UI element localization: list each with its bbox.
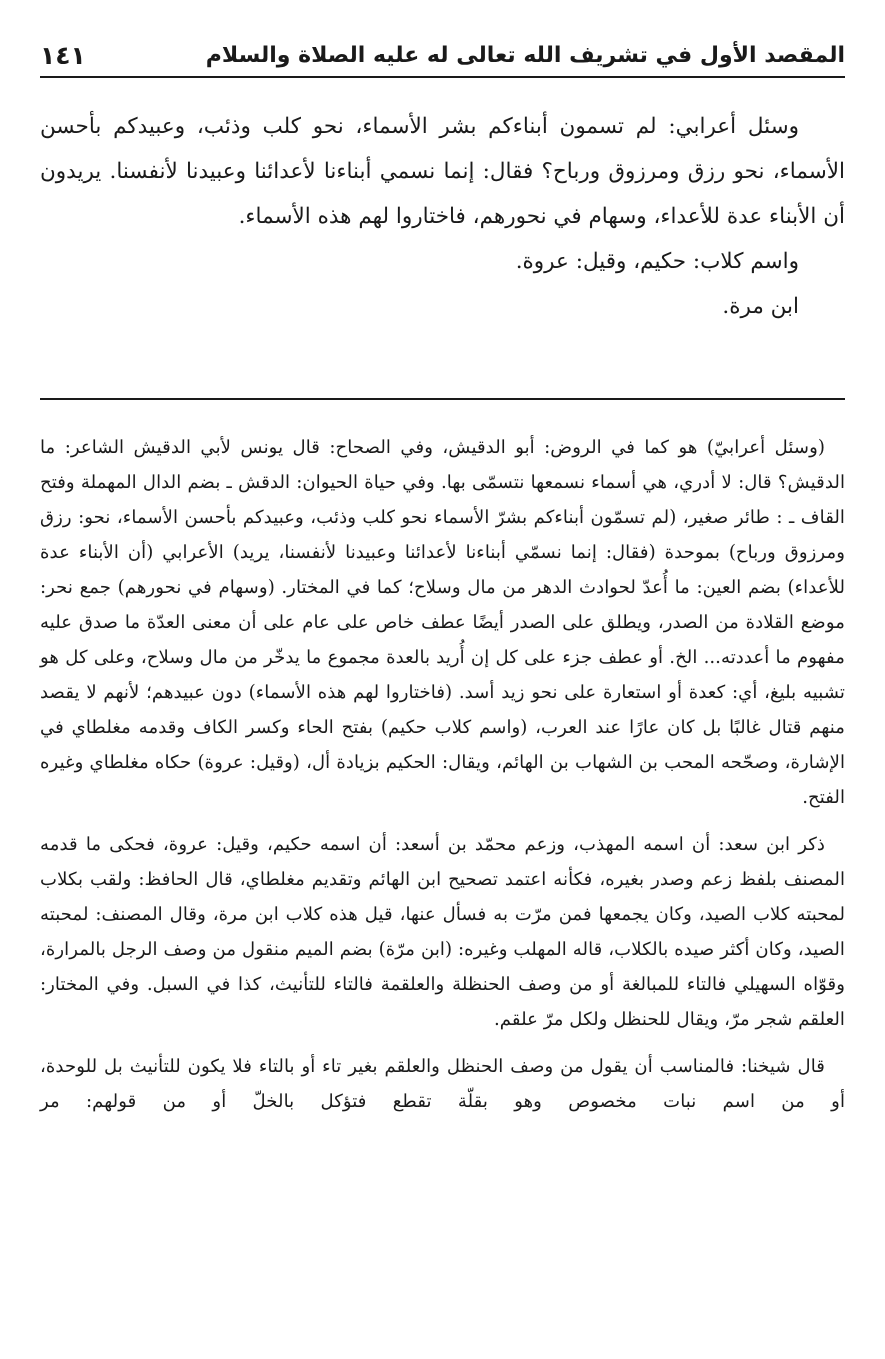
header-title: المقصد الأول في تشريف الله تعالى له عليه الصلاة والسلام [205, 42, 845, 68]
separator-line [40, 398, 845, 400]
commentary-paragraph-2: ذكر ابن سعد: أن اسمه المهذب، وزعم محمّد بن أسعد: أن اسمه حكيم، وقيل: عروة، فحكى ما قدمه المصنف بلفظ زعم وصدر بغيره، فكأنه اعتمد تصحيح ابن الهائم وتقديم مغلطاي، قال الحافظ: ولقب بكلاب لمحبته كلاب الصيد، وكان يجمعها فمن مرّت به فسأل عنها، قيل هذه كلاب ابن مرة، وقال المصنف: لمحبته الصيد، وكان أكثر صيده بالكلاب، قاله المهلب وغيره: (ابن مرّة) بضم الميم منقول من وصف الرجل بالمرارة، وقوّاه السهيلي فالتاء للمبالغة أو من وصف الحنظلة والعلقمة فالتاء للتأنيث، كذا في السبل. وفي المختار: العلقم شجر مرّ، ويقال للحنظل ولكل مرّ علقم. [40, 834, 845, 1030]
main-text-paragraph-1: وسئل أعرابي: لم تسمون أبناءكم بشر الأسماء، نحو كلب وذئب، وعبيدكم بأحسن الأسماء، نحو رزق ومرزوق ورباح؟ فقال: إنما نسمي أبناءنا لأعدائنا وعبيدنا لأنفسنا. يريدون أن الأبناء عدة للأعداء، وسهام في نحورهم، فاختاروا لهم هذه الأسماء. [40, 114, 845, 229]
main-text-paragraph-2: واسم كلاب: حكيم، وقيل: عروة. [515, 249, 799, 274]
commentary-paragraph-3: قال شيخنا: فالمناسب أن يقول من وصف الحنظل والعلقم بغير تاء أو بالتاء فلا يكون للتأنيث بل للوحدة، أو من اسم نبات مخصوص وهو بقلّة تقطع فتؤكل بالخلّ أو من قولهم: مر [40, 1056, 845, 1112]
main-text-paragraph-3: ابن مرة. [722, 294, 799, 319]
commentary-paragraph-1: (وسئل أعرابيّ) هو كما في الروض: أبو الدقيش، وفي الصحاح: قال يونس لأبي الدقيش الشاعر: ما الدقيش؟ قال: لا أدري، هي أسماء نسمعها نتسمّى بها. وفي حياة الحيوان: الدقش ـ بضم الدال المهملة وفتح القاف ـ : طائر صغير، (لم تسمّون أبناءكم بشرّ الأسماء نحو كلب وذئب، وعبيدكم بأحسن الأسماء، نحو: رزق ومرزوق ورباح) بموحدة (فقال: إنما نسمّي أبناءنا لأعدائنا وعبيدنا لأنفسنا، يريد) الأعرابي (أن الأبناء عدة للأعداء) بضم العين: ما أُعدّ لحوادث الدهر من مال وسلاح؛ كما في المختار. (وسهام في نحورهم) جمع نحر: موضع القلادة من الصدر، ويطلق على الصدر أيضًا عطف خاص على عام على أن معنى العدّة ما صدق عليه مفهوم ما أعددته... الخ. أو عطف جزء على كل إن أُريد بالعدة مجموع ما يدخّر من مال وسلاح، وعلى كل هو تشبيه بليغ، أي: كعدة أو استعارة على نحو زيد أسد. (فاختاروا لهم هذه الأسماء) دون عبيدهم؛ لأنهم لا يقصد منهم قتال غالبًا بل كان عارًا عند العرب، (واسم كلاب حكيم) بفتح الحاء وكسر الكاف وقدمه مغلطاي في الإشارة، وصحّحه المحب بن الشهاب بن الهائم، ويقال: الحكيم بزيادة أل، (وقيل: عروة) حكاه مغلطاي وغيره الفتح. [40, 437, 845, 808]
main-text [40, 104, 845, 329]
commentary [40, 430, 845, 1119]
running-header [40, 34, 845, 78]
page-number: ١٤١ [40, 40, 86, 70]
